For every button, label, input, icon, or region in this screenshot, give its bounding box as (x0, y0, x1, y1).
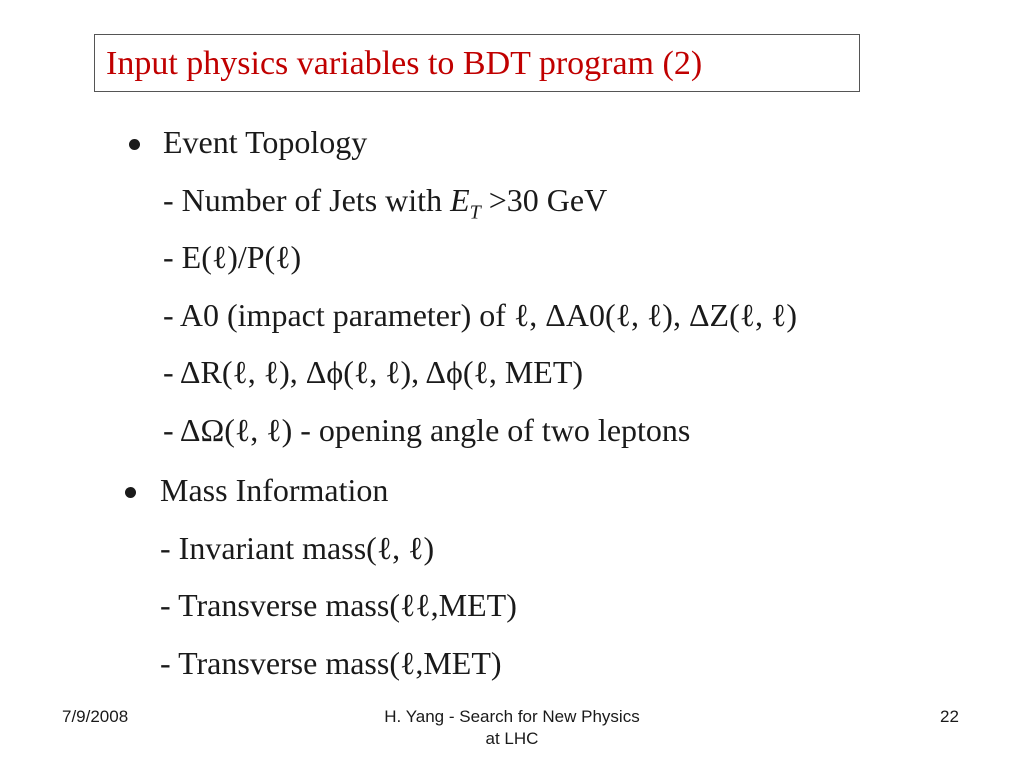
footer-author-line2: at LHC (485, 729, 539, 748)
title-box (94, 34, 860, 92)
list-item-opening-angle: - ΔΩ(ℓ, ℓ) - opening angle of two leptons (163, 412, 691, 448)
list-item-invariant-mass: - Invariant mass(ℓ, ℓ) (160, 530, 435, 566)
footer-date: 7/9/2008 (62, 707, 129, 726)
list-item-transverse-mass-l: - Transverse mass(ℓ,MET) (160, 645, 502, 681)
list-item-transverse-mass-ll: - Transverse mass(ℓℓ,MET) (160, 587, 517, 623)
list-item-delta-r-phi: - ΔR(ℓ, ℓ), Δϕ(ℓ, ℓ), Δϕ(ℓ, MET) (163, 354, 584, 390)
list-item-jets (163, 180, 607, 232)
section-heading-event-topology: Event Topology (163, 124, 368, 160)
list-item-impact-parameter: - A0 (impact parameter) of ℓ, ΔA0(ℓ, ℓ), ΔZ(ℓ, ℓ) (163, 297, 798, 333)
list-item-jets-text: - Number of Jets with $E_T >30$ GeV (163, 182, 608, 224)
section-heading-mass-information: Mass Information (160, 472, 389, 508)
bullet-dot-mass-information (125, 487, 136, 498)
bullet-dot-event-topology (129, 139, 140, 150)
footer-author (340, 706, 684, 750)
footer-author-line1: H. Yang - Search for New Physics (384, 707, 640, 726)
footer-page-number: 22 (940, 707, 959, 726)
list-item-ep-ratio: - E(ℓ)/P(ℓ) (163, 239, 302, 275)
slide-title: Input physics variables to BDT program (2) (106, 45, 703, 82)
